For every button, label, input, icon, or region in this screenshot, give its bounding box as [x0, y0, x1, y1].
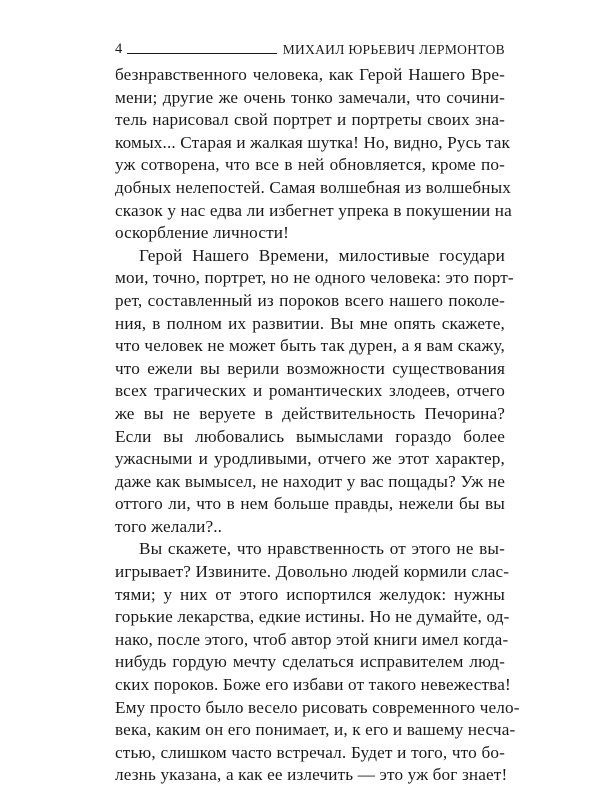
text-line: что человек не может быть так дурен, а я вам скажу, — [115, 336, 505, 356]
text-line: даже как вымысел, не находит у вас пощады? Уж не — [115, 471, 505, 491]
running-head — [115, 36, 505, 56]
text-line: что ежели вы верили возможности существования — [115, 358, 505, 378]
text-line: ужасными и уродливыми, отчего же этот характер, — [115, 449, 505, 469]
text-line: века, каким он его понимает, и, к его и вашему несча- — [115, 720, 516, 740]
text-line: Герой Нашего Времени, милостивые государи — [139, 245, 505, 265]
paragraph — [115, 64, 512, 245]
text-line: того желали?.. — [115, 516, 223, 536]
text-line: рет, составленный из пороков всего нашего поколе- — [115, 290, 505, 310]
text-line: всех трагических и романтических злодеев, отчего — [115, 381, 505, 401]
text-line: игрывает? Извините. Довольно людей кормили слас- — [115, 562, 510, 582]
body-text — [115, 64, 520, 787]
text-line: лезнь указана, а как ее излечить — это уж бог знает! — [115, 765, 508, 785]
text-line: сказок у нас едва ли избегнет упрека в покушении на — [115, 200, 512, 220]
text-line: оттого ли, что в нем больше правды, нежели бы вы — [115, 494, 505, 514]
text-line: мои, точно, портрет, но не одного человека: это порт- — [115, 268, 514, 288]
text-line: стью, слишком часто встречал. Будет и того, что бо- — [115, 742, 505, 762]
text-line: добных нелепостей. Самая волшебная из волшебных — [115, 177, 512, 197]
text-line: оскорбление личности! — [115, 223, 290, 243]
text-line: горькие лекарства, едкие истины. Но не думайте, од- — [115, 607, 510, 627]
text-line: Если вы любовались вымыслами гораздо более — [115, 426, 505, 446]
text-line: же вы не веруете в действительность Печорина? — [115, 403, 505, 423]
page-number: 4 — [115, 40, 123, 57]
text-line: ских пороков. Боже его избави от такого невежества! — [115, 675, 511, 695]
running-head-author: МИХАИЛ ЮРЬЕВИЧ ЛЕРМОНТОВ — [282, 41, 505, 57]
text-line: уж сотворена, что все в ней обновляется, кроме по- — [115, 155, 505, 175]
text-line: нако, после этого, чтоб автор этой книги имел когда- — [115, 629, 509, 649]
text-line: мени; другие же очень тонко замечали, что сочини- — [115, 87, 505, 107]
text-line: Ему просто было весело рисовать современного чело- — [115, 697, 520, 717]
text-line: тями; у них от этого испортился желудок: нужны — [115, 584, 505, 604]
text-line: безнравственного человека, как Герой Нашего Вре- — [115, 65, 505, 84]
text-line: ния, в полном их развитии. Вы мне опять скажете, — [115, 313, 505, 333]
paragraph — [115, 245, 514, 539]
text-line: Вы скажете, что нравственность от этого не вы- — [139, 539, 505, 559]
text-line: нибудь гордую мечту сделаться исправителем люд- — [115, 652, 505, 672]
text-line: тель нарисовал свой портрет и портреты своих зна- — [115, 110, 505, 130]
text-line: комых... Старая и жалкая шутка! Но, видно, Русь так — [115, 132, 510, 152]
header-rule — [127, 53, 277, 54]
